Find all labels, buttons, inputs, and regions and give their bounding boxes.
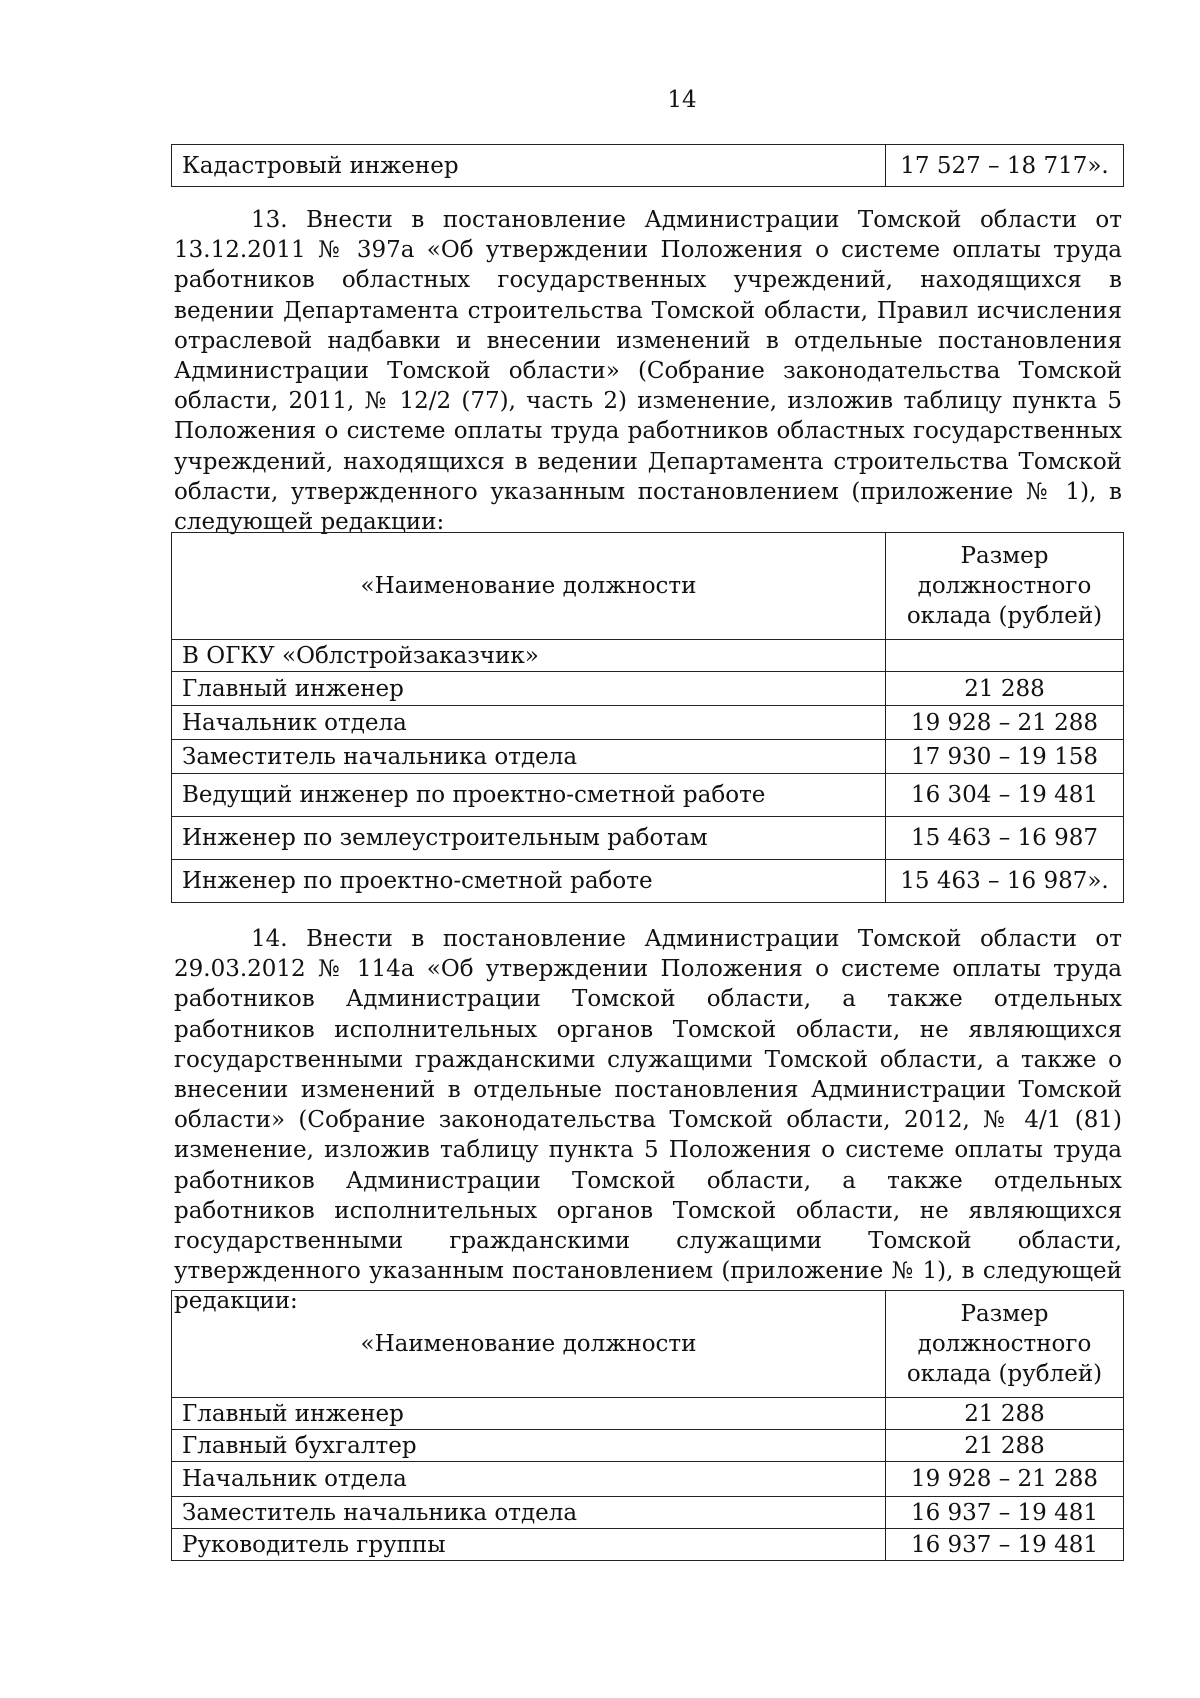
position-cell: Главный инженер bbox=[172, 672, 886, 706]
salary-cell: 15 463 – 16 987 bbox=[886, 817, 1124, 860]
table-row bbox=[172, 706, 1124, 740]
table-row bbox=[172, 1497, 1124, 1529]
salary-cell: 21 288 bbox=[886, 1430, 1124, 1462]
position-cell: Инженер по проектно-сметной работе bbox=[172, 860, 886, 903]
position-cell: Заместитель начальника отдела bbox=[172, 1497, 886, 1529]
salary-cell: 17 527 – 18 717». bbox=[886, 145, 1124, 187]
table-row bbox=[172, 774, 1124, 817]
position-cell: Главный инженер bbox=[172, 1398, 886, 1430]
table-row bbox=[172, 672, 1124, 706]
table-row bbox=[172, 1462, 1124, 1497]
header-salary-line: должностного bbox=[917, 1331, 1092, 1357]
position-cell: В ОГКУ «Облстройзаказчик» bbox=[172, 640, 886, 672]
position-cell: Начальник отдела bbox=[172, 706, 886, 740]
table-row bbox=[172, 1529, 1124, 1561]
salary-cell: 21 288 bbox=[886, 1398, 1124, 1430]
header-salary-line: Размер bbox=[960, 543, 1049, 569]
page-number: 14 bbox=[667, 87, 697, 113]
salary-cell: 17 930 – 19 158 bbox=[886, 740, 1124, 774]
position-cell: Инженер по землеустроительным работам bbox=[172, 817, 886, 860]
header-position: «Наименование должности bbox=[172, 533, 886, 640]
salary-cell: 19 928 – 21 288 bbox=[886, 706, 1124, 740]
salary-cell bbox=[886, 640, 1124, 672]
table-row bbox=[172, 817, 1124, 860]
position-cell: Ведущий инженер по проектно-сметной работе bbox=[172, 774, 886, 817]
salary-cell: 19 928 – 21 288 bbox=[886, 1462, 1124, 1497]
salary-cell: 21 288 bbox=[886, 672, 1124, 706]
position-cell: Заместитель начальника отдела bbox=[172, 740, 886, 774]
header-salary bbox=[886, 1291, 1124, 1398]
table-row bbox=[172, 1430, 1124, 1462]
table-13 bbox=[171, 532, 1124, 903]
table-row bbox=[172, 1398, 1124, 1430]
paragraph-14 bbox=[174, 924, 1122, 1317]
header-salary-line: должностного bbox=[917, 573, 1092, 599]
header-salary-line: оклада (рублей) bbox=[906, 603, 1103, 629]
position-cell: Главный бухгалтер bbox=[172, 1430, 886, 1462]
header-salary-line: оклада (рублей) bbox=[906, 1361, 1103, 1387]
table-row bbox=[172, 860, 1124, 903]
table-header-row bbox=[172, 533, 1124, 640]
position-cell: Кадастровый инженер bbox=[172, 145, 886, 187]
salary-cell: 16 937 – 19 481 bbox=[886, 1529, 1124, 1561]
salary-cell: 16 937 – 19 481 bbox=[886, 1497, 1124, 1529]
header-position: «Наименование должности bbox=[172, 1291, 886, 1398]
table-continuation bbox=[171, 144, 1124, 187]
table-header-row bbox=[172, 1291, 1124, 1398]
table-row bbox=[172, 145, 1124, 187]
position-cell: Начальник отдела bbox=[172, 1462, 886, 1497]
table-row bbox=[172, 640, 1124, 672]
paragraph-13-text: 13. Внести в постановление Администрации Томской области от 13.12.2011 № 397а «Об утверждении Положения о системе оплаты труда работников областных государственных учреждений, находящихся в ведении Департамента строительства Томской области, Правил исчисления отраслевой надбавки и внесении изменений в отдельные постановления Администрации Томской области» (Собрание законодательства Томской области, 2011, № 12/2 (77), часть 2) изменение, изложив таблицу пункта 5 Положения о системе оплаты труда работников областных государственных учреждений, находящихся в ведении Департамента строительства Томской области, утвержденного указанным постановлением (приложение № 1), в следующей редакции: bbox=[174, 207, 1122, 536]
header-salary bbox=[886, 533, 1124, 640]
position-cell: Руководитель группы bbox=[172, 1529, 886, 1561]
header-salary-line: Размер bbox=[960, 1301, 1049, 1327]
salary-cell: 16 304 – 19 481 bbox=[886, 774, 1124, 817]
paragraph-14-text: 14. Внести в постановление Администрации Томской области от 29.03.2012 № 114а «Об утверждении Положения о системе оплаты труда работников Администрации Томской области, а также отдельных работников исполнительных органов Томской области, не являющихся государственными гражданскими служащими Томской области, а также о внесении изменений в отдельные постановления Администрации Томской области» (Собрание законодательства Томской области, 2012, № 4/1 (81) изменение, изложив таблицу пункта 5 Положения о системе оплаты труда работников Администрации Томской области, а также отдельных работников исполнительных органов Томской области, не являющихся государственными гражданскими служащими Томской области, утвержденного указанным постановлением (приложение № 1), в следующей редакции: bbox=[174, 926, 1122, 1315]
table-14 bbox=[171, 1290, 1124, 1561]
paragraph-13 bbox=[174, 205, 1122, 537]
salary-cell: 15 463 – 16 987». bbox=[886, 860, 1124, 903]
table-row bbox=[172, 740, 1124, 774]
